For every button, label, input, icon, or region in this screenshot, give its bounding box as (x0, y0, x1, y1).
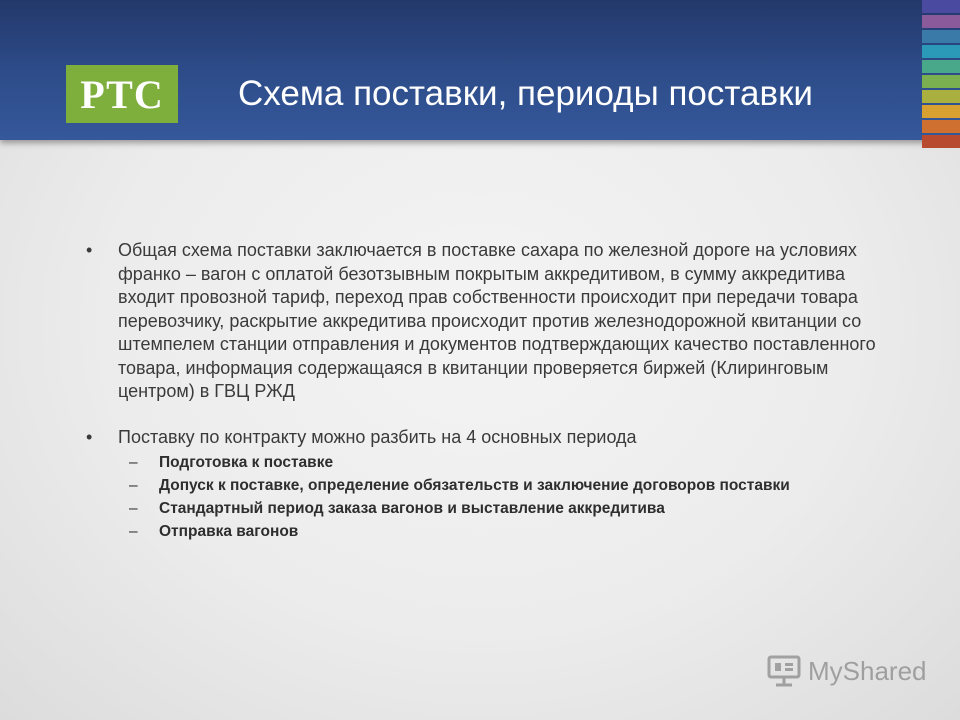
period-text: Стандартный период заказа вагонов и выставление аккредитива (159, 500, 665, 517)
sub-dash: – (129, 477, 138, 494)
color-stripe (922, 60, 960, 73)
period-item (80, 453, 880, 472)
bullet-text: Общая схема поставки заключается в поставке сахара по железной дороге на условиях франко – вагон с оплатой безотзывным покрытым аккредитивом, в сумму аккредитива входит провозной тариф, переход прав собственности происходит при передачи товара перевозчику, раскрытие аккредитива происходит против железнодорожной квитанции со штемпелем станции отправления и документов подтверждающих качество поставленного товара, информация содержащаяся в квитанции проверяется биржей (Клиринговым центром) в ГВЦ РЖД (118, 240, 876, 401)
slide-header (0, 0, 960, 140)
slide-title: Схема поставки, периоды поставки (238, 74, 813, 113)
color-stripe (922, 120, 960, 133)
period-text: Отправка вагонов (159, 523, 299, 540)
period-text: Подготовка к поставке (159, 454, 334, 471)
period-list (80, 453, 880, 541)
period-item (80, 522, 880, 541)
bullet-dot: • (86, 426, 93, 447)
color-stripe (922, 30, 960, 43)
period-text: Допуск к поставке, определение обязательств и заключение договоров поставки (159, 477, 790, 494)
period-item (80, 499, 880, 518)
bullet-text: Поставку по контракту можно разбить на 4 основных периода (118, 426, 637, 447)
sub-dash: – (129, 523, 138, 540)
color-stripes (922, 0, 960, 140)
color-stripe (922, 105, 960, 118)
presentation-screen-icon (766, 654, 802, 688)
color-stripe (922, 135, 960, 148)
color-stripe (922, 15, 960, 28)
color-stripe (922, 45, 960, 58)
bullet-item (80, 239, 880, 404)
color-stripe (922, 75, 960, 88)
slide-content (80, 239, 880, 541)
period-item (80, 476, 880, 495)
bullet-dot: • (86, 240, 93, 260)
bullet-item (80, 426, 880, 450)
myshared-watermark (766, 654, 927, 688)
color-stripe (922, 90, 960, 103)
color-stripe (922, 0, 960, 13)
sub-dash: – (129, 454, 138, 471)
watermark-text: MyShared (808, 655, 927, 686)
rts-logo (66, 65, 178, 123)
sub-dash: – (129, 500, 138, 517)
logo-text: РТС (80, 71, 164, 117)
